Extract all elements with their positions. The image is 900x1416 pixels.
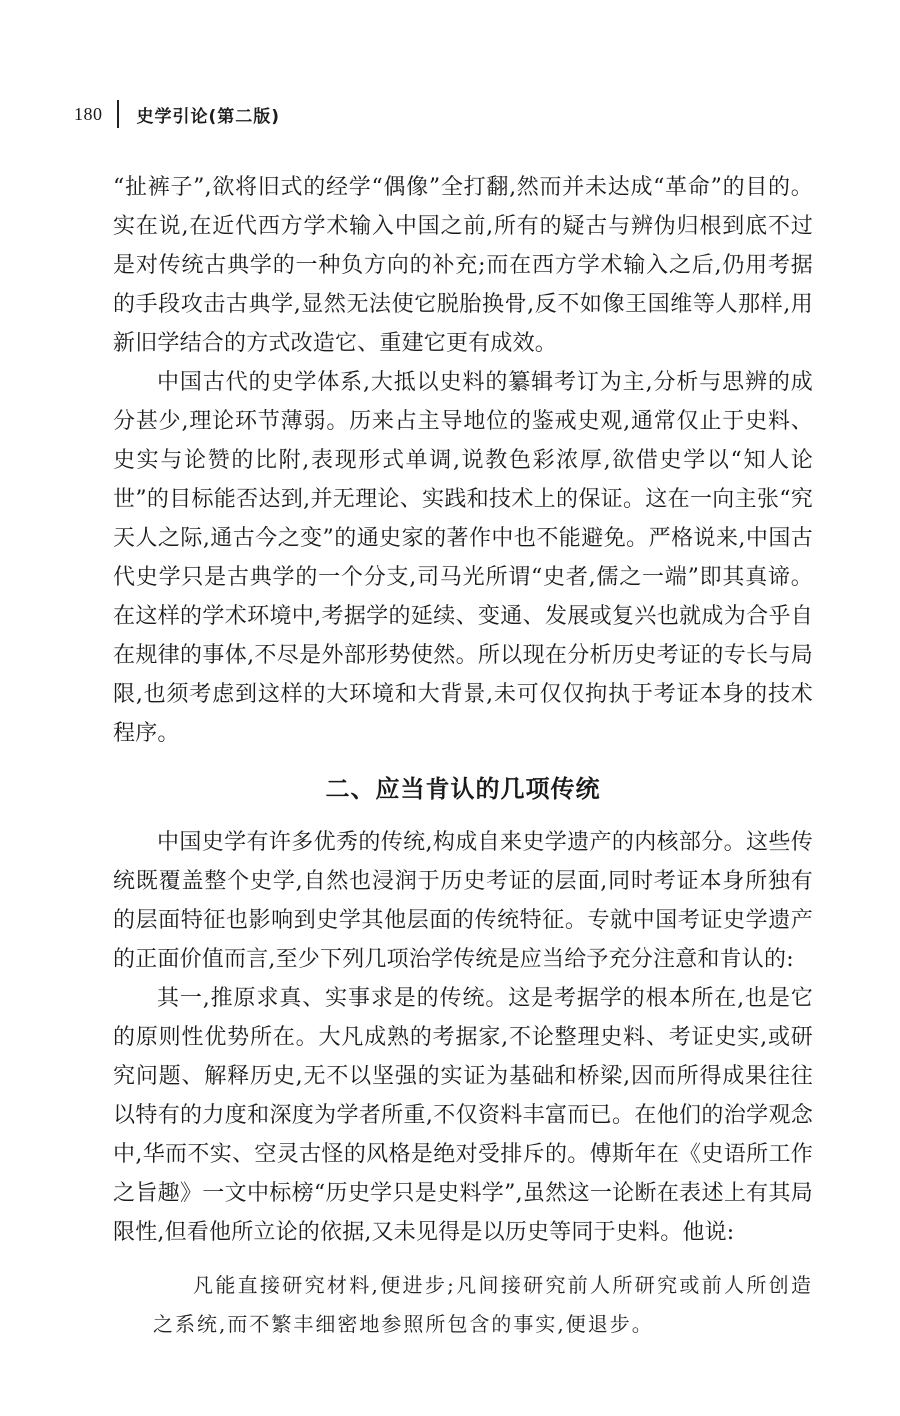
page-header — [74, 96, 280, 132]
section-heading: 二、应当肯认的几项传统 — [325, 775, 601, 803]
paragraph: 中国史学有许多优秀的传统,构成自来史学遗产的内核部分。这些传统既覆盖整个史学,自然也浸润于历史考证的层面,同时考证本身所独有的层面特征也影响到史学其他层面的传统特征。专就中国考证史学遗产的正面价值而言,至少下列几项治学传统是应当给予充分注意和肯认的: — [113, 830, 813, 972]
paragraph: 中国古代的史学体系,大抵以史料的纂辑考订为主,分析与思辨的成分甚少,理论环节薄弱。历来占主导地位的鉴戒史观,通常仅止于史料、史实与论赞的比附,表现形式单调,说教色彩浓厚,欲借史学以“知人论世”的目标能否达到,并无理论、实践和技术上的保证。这在一向主张“究天人之际,通古今之变”的通史家的著作中也不能避免。严格说来,中国古代史学只是古典学的一个分支,司马光所谓“史者,儒之一端”即其真谛。在这样的学术环境中,考据学的延续、变通、发展或复兴也就成为合乎自在规律的事体,不尽是外部形势使然。所以现在分析历史考证的专长与局限,也须考虑到这样的大环境和大背景,未可仅仅拘执于考证本身的技术程序。 — [113, 370, 813, 746]
block-quote: 凡能直接研究材料,便进步;凡间接研究前人所研究或前人所创造之系统,而不繁丰细密地参照所包含的事实,便退步。 — [153, 1273, 813, 1336]
header-divider — [117, 100, 119, 128]
body-text — [113, 168, 813, 1344]
page-number: 180 — [74, 103, 103, 124]
paragraph-continued: “扯裤子”,欲将旧式的经学“偶像”全打翻,然而并未达成“革命”的目的。实在说,在近代西方学术输入中国之前,所有的疑古与辨伪归根到底不过是对传统古典学的一种负方向的补充;而在西方学术输入之后,仍用考据的手段攻击古典学,显然无法使它脱胎换骨,反不如像王国维等人那样,用新旧学结合的方式改造它、重建它更有成效。 — [113, 175, 813, 356]
running-title: 史学引论(第二版) — [136, 106, 281, 127]
paragraph: 其一,推原求真、实事求是的传统。这是考据学的根本所在,也是它的原则性优势所在。大凡成熟的考据家,不论整理史料、考证史实,或研究问题、解释历史,无不以坚强的实证为基础和桥梁,因而所得成果往往以特有的力度和深度为学者所重,不仅资料丰富而已。在他们的治学观念中,华而不实、空灵古怪的风格是绝对受排斥的。傅斯年在《史语所工作之旨趣》一文中标榜“历史学只是史料学”,虽然这一论断在表述上有其局限性,但看他所立论的依据,又未见得是以历史等同于史料。他说: — [113, 986, 813, 1245]
